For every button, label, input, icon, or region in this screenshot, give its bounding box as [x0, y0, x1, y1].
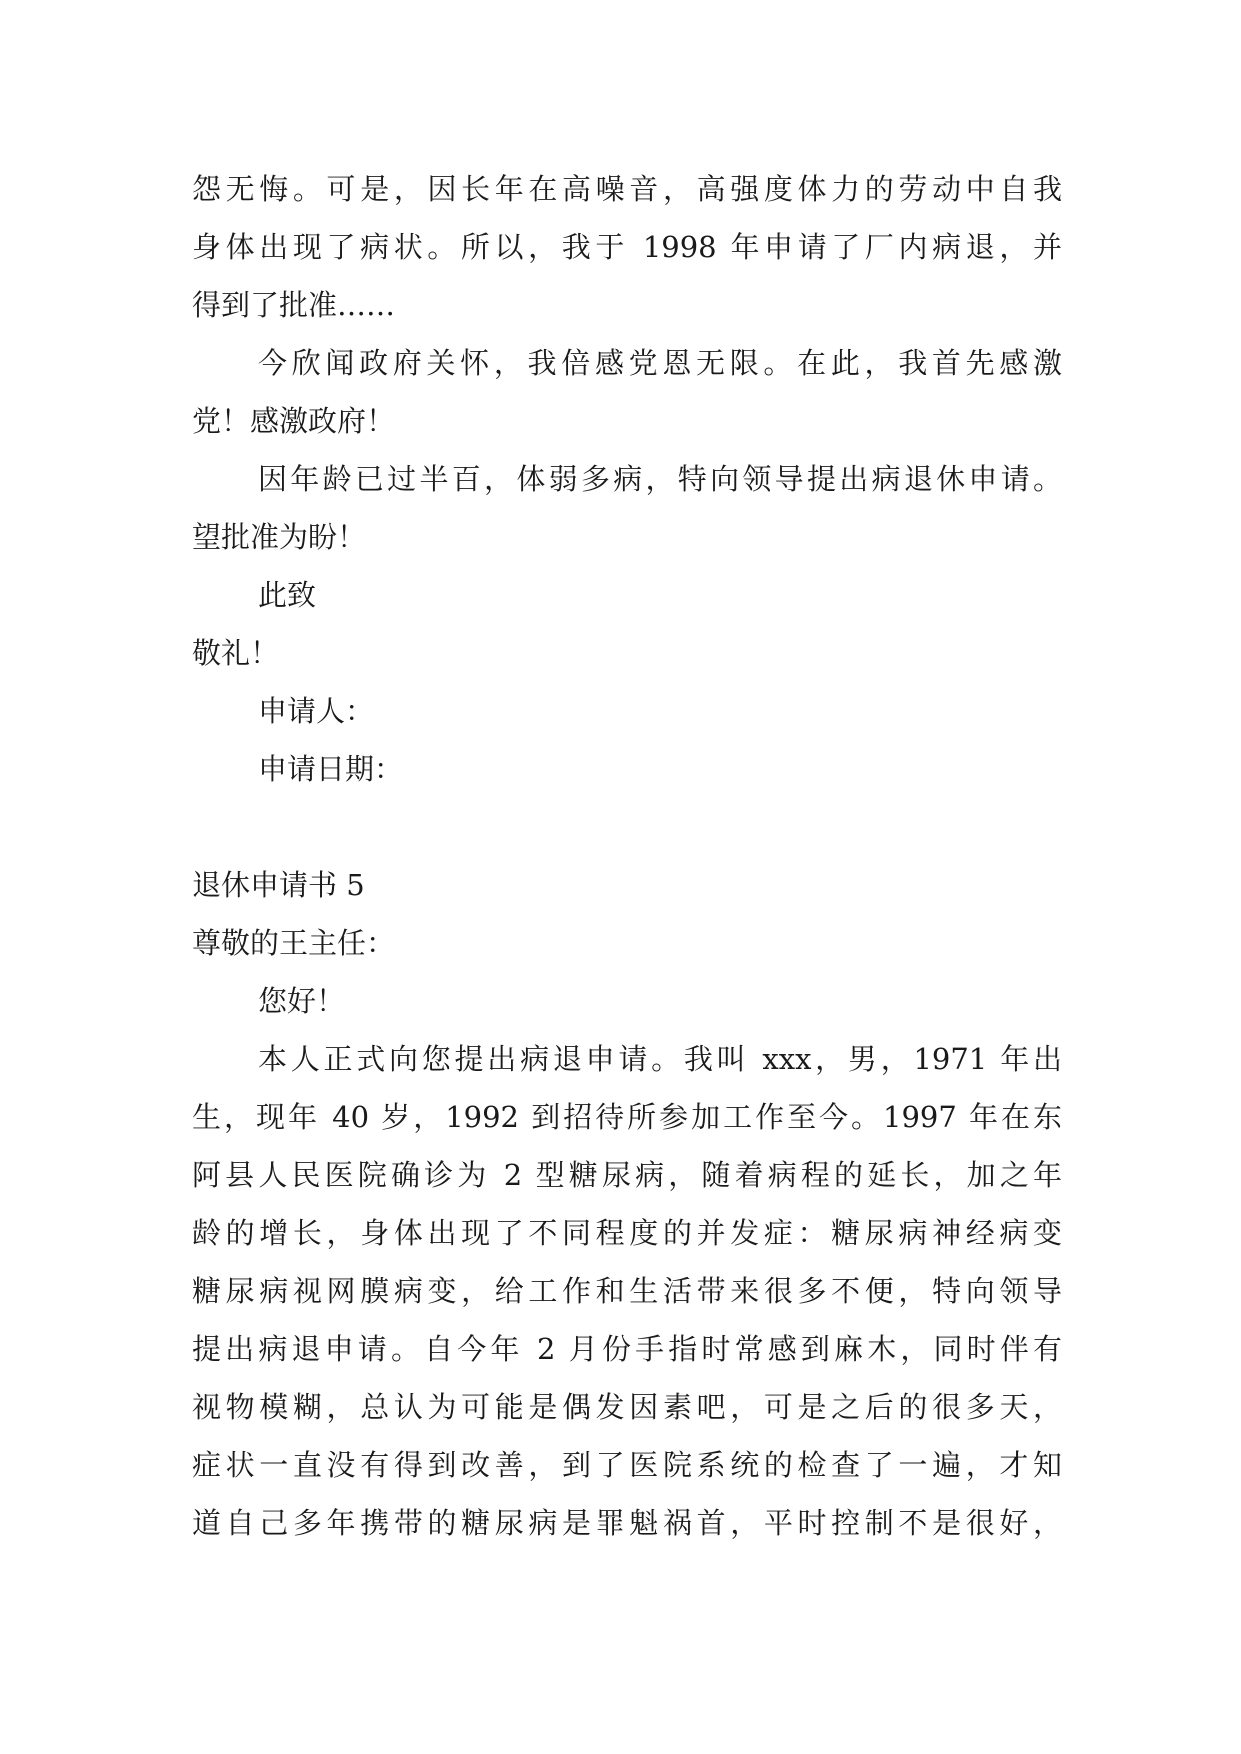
paragraph-line: 症状一直没有得到改善，到了医院系统的检查了一遍，才知 — [192, 1448, 1062, 1482]
closing-regards: 敬礼！ — [192, 636, 280, 670]
section-spacer — [192, 798, 1062, 856]
paragraph-line: 怨无悔。可是，因长年在高噪音，高强度体力的劳动中自我 — [192, 172, 1062, 206]
paragraph-line: 生，现年 40 岁，1992 到招待所参加工作至今。1997 年在东 — [192, 1100, 1062, 1134]
letter-hello: 您好！ — [258, 984, 346, 1018]
paragraph-line: 得到了批准…… — [192, 288, 396, 322]
application-date-label: 申请日期： — [258, 752, 404, 786]
paragraph-line: 龄的增长，身体出现了不同程度的并发症：糖尿病神经病变 — [192, 1216, 1062, 1250]
paragraph-line: 党！感激政府！ — [192, 404, 396, 438]
paragraph-line: 今欣闻政府关怀，我倍感党恩无限。在此，我首先感激 — [258, 346, 1062, 380]
paragraph-line: 道自己多年携带的糖尿病是罪魁祸首，平时控制不是很好， — [192, 1506, 1062, 1540]
closing-salutation: 此致 — [258, 578, 317, 612]
paragraph-line: 望批准为盼！ — [192, 520, 367, 554]
section-title: 退休申请书 5 — [192, 868, 365, 902]
paragraph-line: 因年龄已过半百，体弱多病，特向领导提出病退休申请。 — [258, 462, 1062, 496]
paragraph-line: 糖尿病视网膜病变，给工作和生活带来很多不便，特向领导 — [192, 1274, 1062, 1308]
paragraph-line: 本人正式向您提出病退申请。我叫 xxx，男，1971 年出 — [258, 1042, 1062, 1076]
paragraph-line: 身体出现了病状。所以，我于 1998 年申请了厂内病退，并 — [192, 230, 1062, 264]
letter-greeting: 尊敬的王主任： — [192, 926, 396, 960]
document-body — [192, 160, 1062, 1552]
paragraph-line: 阿县人民医院确诊为 2 型糖尿病，随着病程的延长，加之年 — [192, 1158, 1062, 1192]
paragraph-line: 视物模糊，总认为可能是偶发因素吧，可是之后的很多天， — [192, 1390, 1062, 1424]
paragraph-line: 提出病退申请。自今年 2 月份手指时常感到麻木，同时伴有 — [192, 1332, 1062, 1366]
applicant-label: 申请人： — [258, 694, 375, 728]
